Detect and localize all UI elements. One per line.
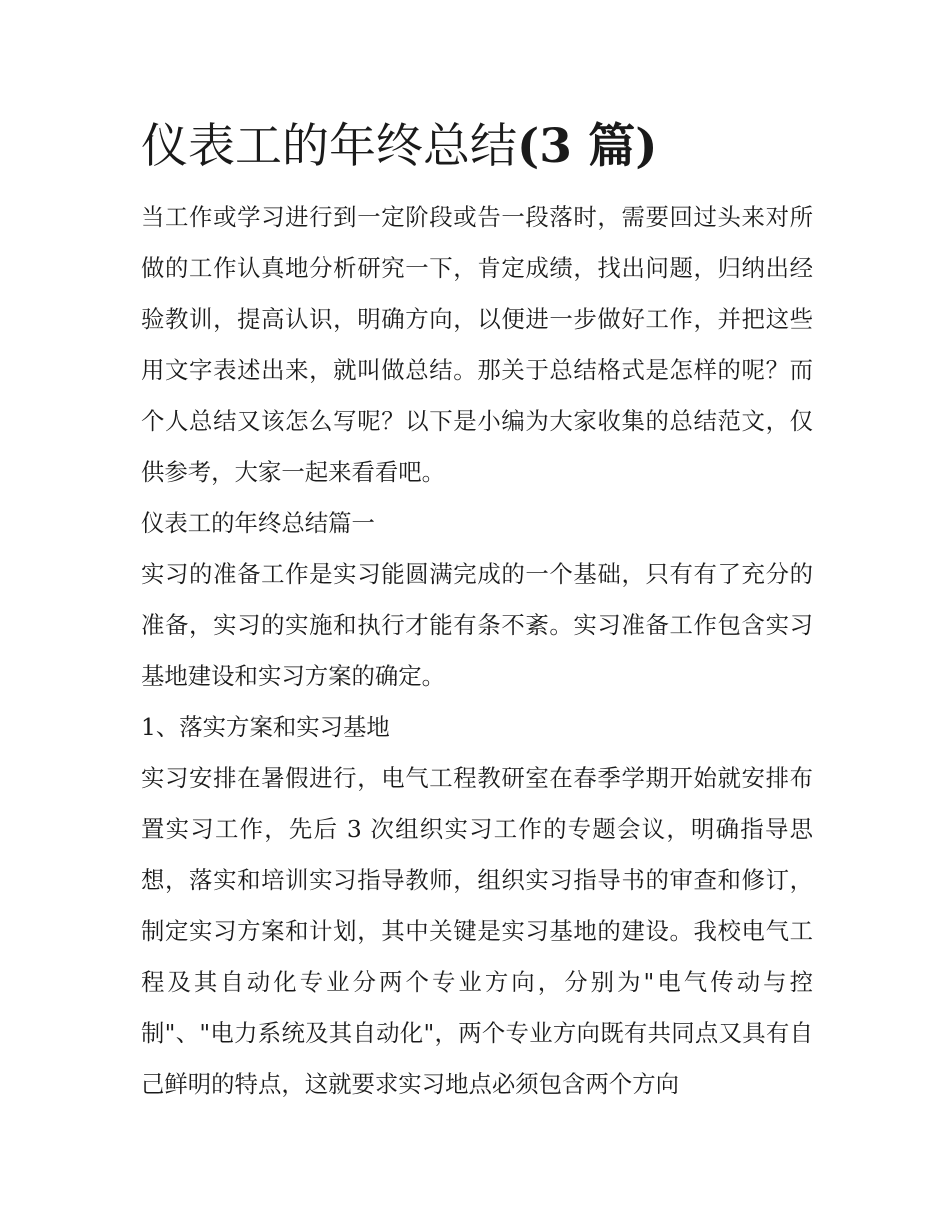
intro-paragraph: 当工作或学习进行到一定阶段或告一段落时，需要回过头来对所做的工作认真地分析研究一下，肯定成绩，找出问题，归纳出经验教训，提高认识，明确方向，以便进一步做好工作，并把这些用文字表述出来，就叫做总结。那关于总结格式是怎样的呢？而个人总结又该怎么写呢？以下是小编为大家收集的总结范文，仅供参考，大家一起来看看吧。	[141, 203, 813, 486]
section-paragraph: 实习的准备工作是实习能圆满完成的一个基础，只有有了充分的准备，实习的实施和执行才能有条不紊。实习准备工作包含实习基地建设和实习方案的确定。	[141, 560, 813, 690]
document-title	[141, 112, 813, 182]
section-heading: 仪表工的年终总结篇一	[141, 509, 375, 537]
subheading: 1、落实方案和实习基地	[141, 713, 390, 741]
title-suffix: (3 篇)	[517, 119, 658, 174]
document-page	[141, 112, 813, 1110]
section-paragraph-2: 实习安排在暑假进行，电气工程教研室在春季学期开始就安排布置实习工作，先后 3 次组织实习工作的专题会议，明确指导思想，落实和培训实习指导教师，组织实习指导书的审查和修订，制定实习方案和计划，其中关键是实习基地的建设。我校电气工程及其自动化专业分两个专业方向，分别为"电气传动与控制"、"电力系统及其自动化"，两个专业方向既有共同点又具有自己鲜明的特点，这就要求实习地点必须包含两个方向	[141, 764, 813, 1098]
title-main: 仪表工的年终总结	[141, 119, 517, 174]
